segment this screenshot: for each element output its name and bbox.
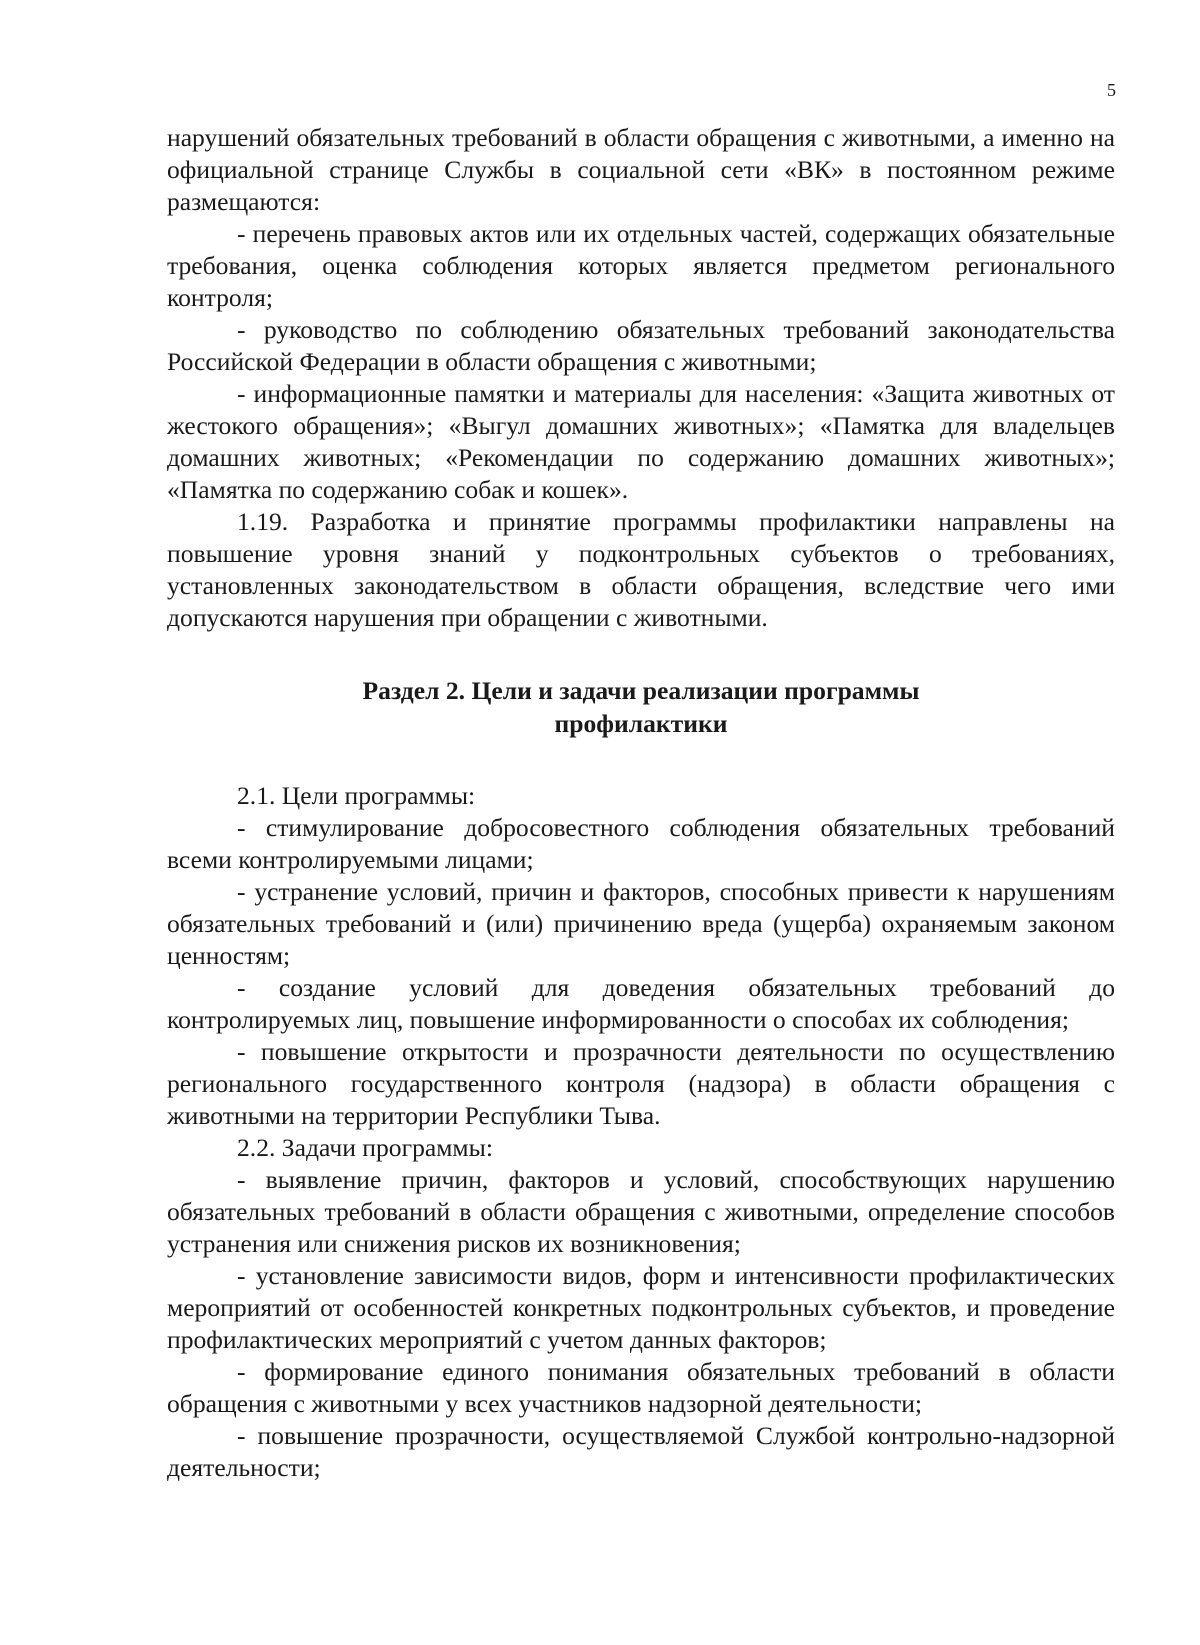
goal-item: - стимулирование добросовестного соблюдения обязательных требований всеми контролируемыми лицами;	[167, 813, 1115, 874]
task-item: - выявление причин, факторов и условий, способствующих нарушению обязательных требований в области обращения с животными, определение способов устранения или снижения рисков их возникновения;	[167, 1165, 1115, 1258]
paragraph-1-19: 1.19. Разработка и принятие программы профилактики направлены на повышение уровня знаний у подконтрольных субъектов о требованиях, установленных законодательством в области обращения, вследствие чего ими допускаются нарушения при обращении с животными.	[167, 507, 1115, 632]
intro-list-item-memos: - информационные памятки и материалы для населения: «Защита животных от жестокого обращения»; «Выгул домашних животных»; «Памятка для владельцев домашних животных; «Рекомендации по содержанию домашних животных»; «Памятка по содержанию собак и кошек».	[167, 379, 1115, 504]
section-2-heading-line-1: Раздел 2. Цели и задачи реализации программы	[362, 676, 920, 705]
intro-list-item-guide: - руководство по соблюдению обязательных требований законодательства Российской Федерации в области обращения с животными;	[167, 315, 1115, 376]
section-2-heading-line-2: профилактики	[554, 709, 728, 738]
spacer	[167, 740, 1115, 780]
section-2-heading	[167, 674, 1115, 740]
document-body	[167, 122, 1115, 1484]
goal-item: - повышение открытости и прозрачности деятельности по осуществлению регионального государственного контроля (надзора) в области обращения с животными на территории Республики Тыва.	[167, 1037, 1115, 1130]
goal-item: - создание условий для доведения обязательных требований до контролируемых лиц, повышение информированности о способах их соблюдения;	[167, 973, 1115, 1034]
tasks-heading: 2.2. Задачи программы:	[237, 1133, 493, 1162]
task-item: - установление зависимости видов, форм и интенсивности профилактических мероприятий от особенностей конкретных подконтрольных субъектов, и проведение профилактических мероприятий с учетом данных факторов;	[167, 1261, 1115, 1354]
goals-heading: 2.1. Цели программы:	[237, 781, 476, 810]
goal-item: - устранение условий, причин и факторов, способных привести к нарушениям обязательных требований и (или) причинению вреда (ущерба) охраняемым законом ценностям;	[167, 877, 1115, 970]
intro-list-item-legal-acts: - перечень правовых актов или их отдельных частей, содержащих обязательные требования, оценка соблюдения которых является предметом регионального контроля;	[167, 219, 1115, 312]
task-item: - формирование единого понимания обязательных требований в области обращения с животными у всех участников надзорной деятельности;	[167, 1357, 1115, 1418]
task-item: - повышение прозрачности, осуществляемой Службой контрольно-надзорной деятельности;	[167, 1421, 1115, 1482]
intro-paragraph-continuation: нарушений обязательных требований в области обращения с животными, а именно на официальной странице Службы в социальной сети «ВК» в постоянном режиме размещаются:	[167, 123, 1115, 216]
page-number: 5	[1107, 80, 1116, 100]
